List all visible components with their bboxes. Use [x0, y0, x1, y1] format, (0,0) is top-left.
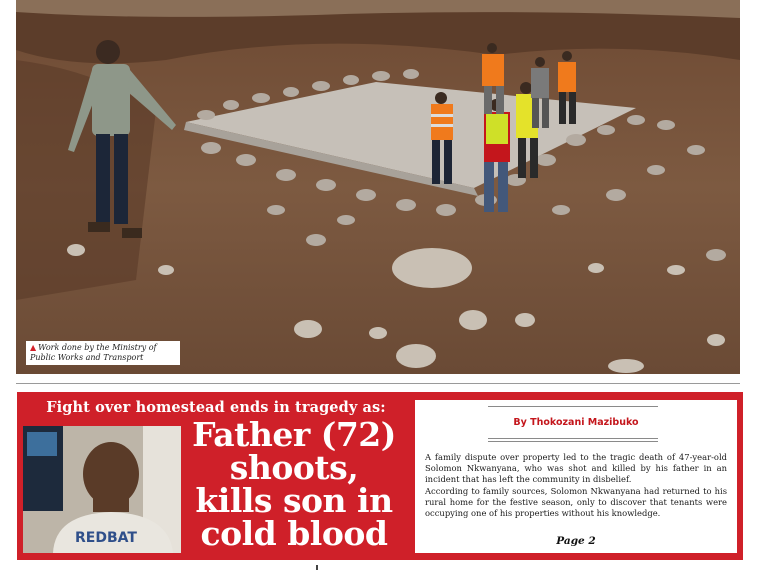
story-paragraph: According to family sources, Solomon Nkwanyana had returned to his rural home for the festive season, only to discover that tenants were occupying one of his properties without his knowledge. — [425, 485, 727, 519]
story-kicker: Fight over homestead ends in tragedy as: — [46, 399, 386, 416]
byline-rule-bottom — [488, 438, 658, 439]
photo-caption — [26, 341, 180, 365]
byline-rule-bottom-double — [488, 441, 658, 442]
headline-line: shoots, — [229, 448, 359, 487]
story-paragraph: A family dispute over property led to the tragic death of 47-year-old Solomon Nkwanyana, who was shot and killed by his father in an incident that has left the community in disbelief. — [425, 452, 727, 485]
page-edge-mark — [316, 565, 318, 570]
story-headline — [185, 415, 403, 553]
shirt-print-text: REDBAT — [75, 530, 137, 546]
story-teaser-panel — [17, 392, 743, 560]
story-byline: By Thokozani Mazibuko — [513, 417, 639, 428]
section-divider — [16, 383, 740, 384]
caption-triangle-icon: ▲ — [30, 343, 37, 352]
story-body — [425, 452, 727, 519]
photo-caption-text: Work done by the Ministry of Public Works and Transport — [30, 343, 157, 362]
byline-rule-top — [488, 406, 658, 407]
headline-line: kills son in — [195, 481, 393, 520]
story-summary-box — [415, 400, 737, 553]
headline-line: Father (72) — [192, 415, 396, 454]
victim-portrait-photo — [23, 426, 181, 553]
headline-line: cold blood — [200, 514, 388, 553]
construction-site-photo — [16, 0, 740, 374]
continued-page-link[interactable]: Page 2 — [556, 535, 596, 547]
